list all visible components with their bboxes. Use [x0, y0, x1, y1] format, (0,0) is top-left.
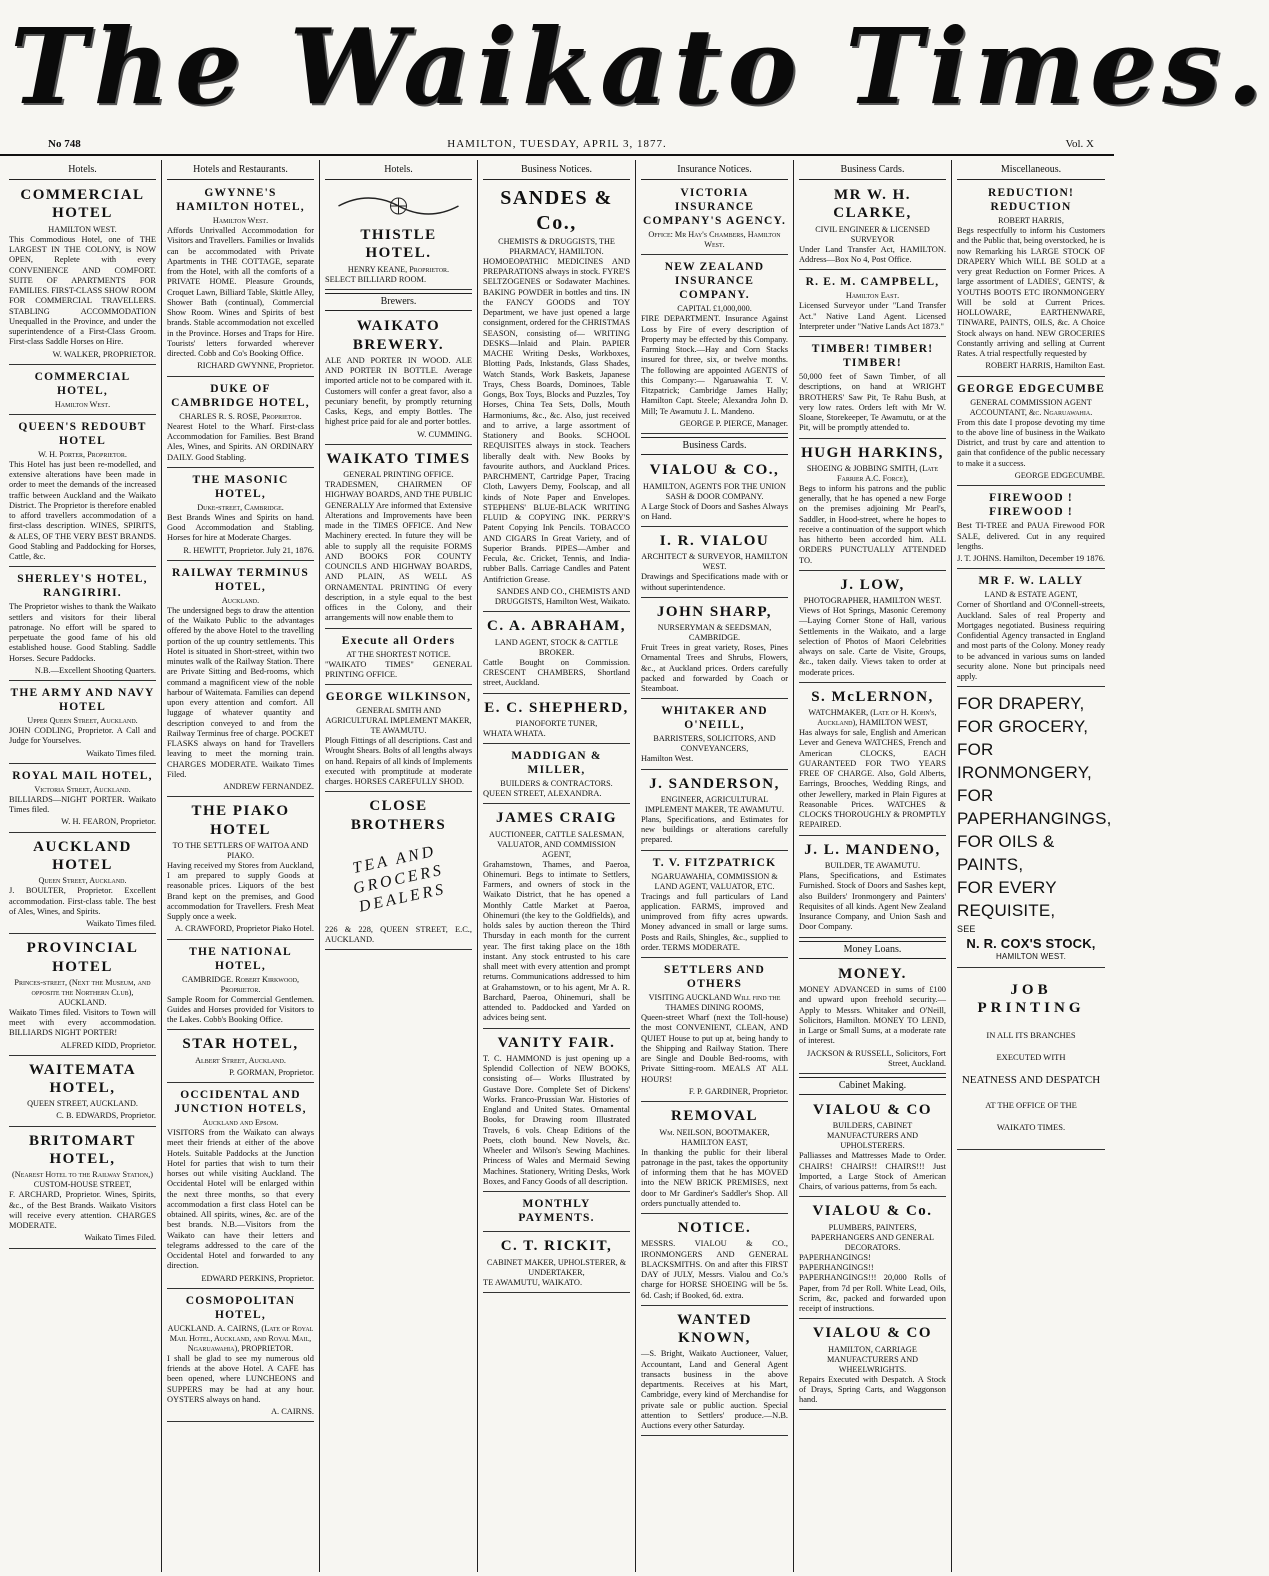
advertisement [799, 685, 946, 836]
ad-signature: F. P. GARDINER, Proprietor. [688, 1086, 788, 1096]
ad-name: FIREWOOD ! FIREWOOD ! [989, 492, 1073, 519]
dateline [0, 134, 1114, 156]
ad-name: ROYAL MAIL HOTEL, [12, 769, 153, 782]
advertisement [799, 838, 946, 938]
ad-body: Nearest Hotel to the Wharf. First-class Accommodation for Families. Best Brand Ales, Wines, and Spirits. AN ORDINARY DAILY. Good Stabling. [167, 421, 314, 462]
ad-subtitle: HAMILTON, AGENTS FOR THE UNION SASH & DOOR COMPANY. [643, 481, 786, 501]
ad-subtitle: CIVIL ENGINEER & LICENSED SURVEYOR [815, 224, 930, 244]
ad-signature: ROBERT HARRIS, Hamilton East. [985, 361, 1105, 371]
issue-date: HAMILTON, TUESDAY, APRIL 3, 1877. [447, 138, 667, 150]
ad-body: Best TI-TREE and PAUA Firewood FOR SALE, delivered. Cut in any required lengths. [957, 521, 1105, 551]
ad-body: BILLIARDS—NIGHT PORTER. Waikato Times filed. [9, 794, 156, 815]
advertisement [641, 1308, 788, 1437]
ad-name: SETTLERS AND OTHERS [663, 964, 765, 991]
drapery-line: FOR EVERY REQUISITE, [957, 877, 1057, 920]
ad-subtitle: PIANOFORTE TUNER, [515, 718, 598, 728]
ad-body: This Commodious Hotel, one of THE LARGEST IN THE COLONY, is NOW OPEN, Replete with every CONVENIENCE AND COMFORT. SUITE OF APARTMENTS FOR FAMILIES. FIRST-CLASS SHOW ROOM FOR COMMERCIAL TRAVELLERS. STABLING ACCOMMODATION Unequalled in the Province, and under the superintendence of a First-Class Groom. First-class Saddle Horses on Hire. [9, 234, 156, 347]
advertisement [799, 1321, 946, 1410]
ad-subtitle: HENRY KEANE, Proprietor. [347, 264, 450, 274]
advertisement [325, 631, 472, 686]
advertisement [167, 563, 314, 798]
ad-body: QUEEN STREET, ALEXANDRA. [483, 789, 602, 799]
ad-subtitle: VISITING AUCKLAND Will find the THAMES DINING ROOMS, [648, 993, 781, 1013]
advertisement [167, 799, 314, 939]
column-heading: Insurance Notices. [641, 162, 788, 180]
advertisement [957, 183, 1105, 377]
ad-name: S. McLERNON, [811, 688, 934, 705]
ad-subtitle: GENERAL PRINTING OFFICE. [343, 470, 454, 480]
ad-body: J. BOULTER, Proprietor. Excellent accommodation. First-class table. The best of Ales, Wines, and Spirits. [9, 886, 156, 916]
ad-body: FIRE DEPARTMENT. Insurance Against Loss by Fire of every description of Property may be effected by this Company. Farming Stock.—Hay and Corn Stacks insured for three, six, or twelve months. The following are appointed AGENTS of this Company:— Ngaruawahia T. V. Fitzpatrick; Cambridge James Hally; Hamilton Capt. Steele; Alexandra John D. Mill; Te Awamutu J. L. Mandeno. [641, 314, 788, 416]
ad-subtitle: CHARLES R. S. ROSE, Proprietor. [179, 411, 302, 421]
ad-subtitle: Hamilton West. [54, 399, 111, 409]
advertisement [641, 1104, 788, 1214]
advertisement [167, 1085, 314, 1289]
column-hotels-restaurants [162, 160, 320, 1572]
ad-signature: R. HEWITT, Proprietor. July 21, 1876. [183, 545, 314, 555]
ad-subtitle: Wm. NEILSON, BOOTMAKER, HAMILTON EAST, [659, 1127, 770, 1147]
ad-subtitle: W. H. Porter, Proprietor. [38, 449, 127, 459]
cox-see: SEE [957, 923, 976, 934]
job-printing-line: AT THE OFFICE OF THE [985, 1099, 1077, 1110]
ad-name: E. C. SHEPHERD, [484, 699, 629, 716]
ad-signature: W. CUMMING. [417, 429, 472, 439]
advertisement [957, 379, 1105, 487]
ad-name: MR F. W. LALLY [978, 575, 1084, 588]
ad-subtitle: SHOEING & JOBBING SMITH, (Late Farrier A.C. Force), [806, 463, 939, 483]
ad-name: CLOSE BROTHERS [350, 798, 447, 833]
advertisement [483, 696, 630, 745]
column-heading: Hotels. [325, 162, 472, 180]
ad-name: DUKE OF CAMBRIDGE HOTEL, [171, 382, 310, 409]
job-printing-line: WAIKATO TIMES. [996, 1122, 1066, 1133]
advertisement [483, 1031, 630, 1193]
advertisement [641, 529, 788, 598]
column-heading: Hotels and Restaurants. [167, 162, 314, 180]
advertisement [167, 183, 314, 377]
ad-signature: Waikato Times Filed. [84, 1233, 156, 1243]
advertisement [641, 1216, 788, 1306]
ad-name: SHERLEY'S HOTEL, RANGIRIRI. [17, 573, 148, 600]
ad-signature: Waikato Times filed. [86, 748, 156, 758]
advertisement [9, 183, 156, 365]
ad-body: Cattle Bought on Commission. CRESCENT CHAMBERS, Shortland street, Auckland. [483, 657, 630, 688]
ad-name: WHITAKER AND O'NEILL, [661, 705, 768, 732]
ad-body: VISITORS from the Waikato can always meet their friends at either of the above Hotels. Suitable Paddocks at the Junction Hotel for parties that wish to turn their horses out while visiting Auckland. The Occidental Hotel will be enlarged within the next three months, so that every accommodation a first class Hotel can be obtained. All spirits, wines, &c. are of the best brands. N.B.—Visitors from the Waikato can have their letters and telegrams addressed to the care of the Occidental Hotel and forwarded to any direction. [167, 1128, 314, 1271]
ad-subtitle: Princes-street, (Next the Museum, and opposite the Northern Club), AUCKLAND. [14, 977, 151, 1007]
cox-stock: N. R. COX'S STOCK, [966, 935, 1096, 951]
ad-body: WHATA WHATA. [483, 728, 546, 738]
ad-body: F. ARCHARD, Proprietor. Wines, Spirits, &c., of the Best Brands. Waikato Visitors will receive every attention. CHARGES MODERATE. [9, 1190, 156, 1231]
columns [4, 160, 1110, 1572]
ad-name: REMOVAL [671, 1108, 758, 1125]
ad-body: Plans, Specifications, and Estimates Furnished. Stock of Doors and Sashes kept, also Builders' Ironmongery and Painters' Requisites of all kinds. Agent New Zealand Insurance Company, and Union Sash and Door Company. [799, 871, 946, 932]
advertisement [799, 1098, 946, 1197]
advertisement [483, 1194, 630, 1232]
ad-body: Plans, Specifications, and Estimates for new buildings or alterations carefully prepared. [641, 814, 788, 845]
ad-signature: W. WALKER, PROPRIETOR. [52, 349, 156, 359]
masthead [0, 0, 1269, 130]
ad-signature: W. H. FEARON, Proprietor. [61, 817, 156, 827]
advertisement [483, 806, 630, 1028]
ad-name: C. T. RICKIT, [500, 1238, 613, 1255]
ad-name: OCCIDENTAL AND JUNCTION HOTELS, [174, 1088, 307, 1115]
ad-subtitle: ENGINEER, AGRICULTURAL IMPLEMENT MAKER, TE AWAMUTU. [645, 794, 784, 814]
ad-name: JAMES CRAIG [495, 810, 618, 827]
advertisement [167, 379, 314, 468]
ad-subtitle: Albert Street, Auckland. [195, 1055, 286, 1065]
ad-body: Begs to inform his patrons and the public generally, that he has opened a new Forge on the premises adjoining Mr Pearl's, Saddler, in Hood-street, where he hopes to receive a continuation of the support which has hitherto been accorded him. ALL ORDERS PUNCTUALLY ATTENDED TO. [799, 483, 946, 565]
advertisement [799, 339, 946, 439]
ad-name: THE PIAKO HOTEL [191, 803, 290, 838]
ad-body: Grahamstown, Thames, and Paeroa, Ohinemuri. Begs to intimate to Settlers, Farmers, and owners of stock in the Waikato District, that he has opened a Monthly Cattle Market at Paeroa, Ohinemuri (the key to the Goldfields), and holds sales by auction thereon the Third Thursday in each month for the current year. The first taking place on the 18th instant. Any stock entrusted to his care shall meet with every attention and prompt returns. Communications addressed to him at Grahamstown, or to his agent, Mr A. R. Barchard, Paeroa, Ohinemuri, shall be attended to. Paddocked and Yarded on advices being sent. [483, 859, 630, 1023]
ad-body: Having received my Stores from Auckland, I am prepared to supply Goods at reasonable prices. Liquors of the best Brand kept on the premises, and Good accommodation for Travellers. Fresh Meat Supply once a week. [167, 860, 314, 922]
advertisement [167, 1291, 314, 1423]
ad-subtitle: GENERAL SMITH AND AGRICULTURAL IMPLEMENT MAKER, TE AWAMUTU. [325, 706, 472, 736]
advertisement [9, 569, 156, 681]
ad-subtitle: Victoria Street, Auckland. [34, 784, 131, 794]
ad-name: WAIKATO BREWERY. [352, 318, 445, 353]
ad-subtitle: PLUMBERS, PAINTERS, PAPERHANGERS AND GENERAL DECORATORS. [811, 1222, 934, 1252]
advertisement [799, 183, 946, 270]
ad-body: "WAIKATO TIMES" GENERAL PRINTING OFFICE. [325, 659, 472, 679]
column-business-cards [794, 160, 952, 1572]
ad-name: VIALOU & CO [812, 1102, 932, 1119]
ad-signature: C. B. EDWARDS, Proprietor. [56, 1111, 156, 1121]
ad-subtitle: CABINET MAKER, UPHOLSTERER, & UNDERTAKER, [486, 1257, 627, 1277]
ad-subtitle: ARCHITECT & SURVEYOR, HAMILTON WEST. [641, 552, 788, 572]
column-miscellaneous [952, 160, 1110, 1572]
advertisement [641, 772, 788, 851]
advertisement [9, 936, 156, 1056]
ad-subtitle: GENERAL COMMISSION AGENT ACCOUNTANT, &c. Ngaruawahia. [969, 397, 1093, 417]
advertisement [325, 447, 472, 629]
ad-name: THE ARMY AND NAVY HOTEL [10, 687, 155, 714]
advertisement [9, 683, 156, 764]
advertisement [483, 746, 630, 804]
ad-body: Fruit Trees in great variety, Roses, Pines Ornamental Trees and Shrubs, Flowers, &c., at Auckland prices. Orders carefully packed and forwarded by Coach or Steamboat. [641, 643, 788, 694]
ad-body: ALE AND PORTER IN WOOD. ALE AND PORTER IN BOTTLE. Average imported article not to be compared with it. Customers will confer a great favor, also a pecuniary benefit, by promptly returning Casks, Kegs, and empty Bottles. The highest price paid for ale and porter bottles. [325, 355, 472, 427]
ad-body: 50,000 feet of Sawn Timber, of all descriptions, on hand at WRIGHT BROTHERS' Saw Pit, Te Rahu Bush, at very low rates. Orders left with Mr W. Sloane, Storekeeper, Te Awamutu, or at the Pit, will be promptly attended to. [799, 372, 946, 433]
job-printing-line: IN ALL ITS BRANCHES [986, 1029, 1076, 1040]
advertisement [167, 1032, 314, 1083]
ad-subtitle: NGARUAWAHIA, COMMISSION & LAND AGENT, VALUATOR, ETC. [651, 871, 778, 891]
advertisement [641, 600, 788, 700]
advertisement [799, 441, 946, 571]
section-heading: Business Cards. [641, 437, 788, 455]
ad-subtitle: LAND & ESTATE AGENT, [984, 590, 1078, 600]
ad-body: JOHN CODLING, Proprietor. A Call and Judge for Yourselves. [9, 726, 156, 746]
ad-subtitle: BUILDER, TE AWAMUTU. [824, 861, 921, 871]
column-heading: Business Notices. [483, 162, 630, 180]
column-heading: Business Cards. [799, 162, 946, 180]
ad-subtitle: Auckland and Epsom. [202, 1118, 279, 1128]
ad-name: JOHN SHARP, [656, 603, 773, 620]
ad-signature: N.B.—Excellent Shooting Quarters. [34, 665, 156, 675]
ad-signature: GEORGE P. PIERCE, Manager. [679, 418, 788, 428]
ad-subtitle: PHOTOGRAPHER, HAMILTON WEST. [803, 596, 942, 606]
ad-subtitle: AT THE SHORTEST NOTICE. [346, 649, 451, 659]
ad-body: Plough Fittings of all descriptions. Cast and Wrought Shears. Bolts of all lengths always on hand. Repairs of all kinds of Implements executed with promptitude at moderate charges. HORSES CAREFULLY SHOD. [325, 736, 473, 787]
ad-name: MONEY. [838, 965, 907, 982]
advertisement [799, 1199, 946, 1319]
column-hotels-brewers [320, 160, 478, 1572]
ad-subtitle: HAMILTON WEST. [48, 224, 117, 234]
advertisement [641, 701, 788, 769]
ad-subtitle: WATCHMAKER, (Late of H. Kohn's, Auckland), HAMILTON WEST, [808, 708, 937, 728]
ad-name: J. SANDERSON, [649, 775, 780, 792]
advertisement [9, 417, 156, 568]
ad-signature: EDWARD PERKINS, Proprietor. [201, 1273, 314, 1283]
ad-subtitle: Duke-street, Cambridge. [197, 502, 284, 512]
ad-body: A Large Stock of Doors and Sashes Always on Hand. [641, 501, 788, 521]
ad-body: I shall be glad to see my numerous old friends at the above Hotel. A CAFE has been opened, where LUNCHEONS and SUPPERS may be had at any hour. OYSTERS always on hand. [167, 1353, 314, 1404]
ad-body: The undersigned begs to draw the attention of the Waikato Public to the advantages offered by the above Hotel to the travelling portion of the up country settlements. This Hotel is situated in Short-street, within two minutes walk of the Railway Station. There are Private Sitting and Bed-rooms, which command a magnificent view of the noble harbour of Waitemata. Families can depend upon every attention and comfort. All luggage of whatever quantity and description conveyed to and from the Railway Terminus free of charge. POCKET FLASKS always on hand for Travellers leaving to meet the morning train. CHARGES MODERATE. Waikato Times Filed. [167, 605, 314, 779]
drapery-line: FOR GROCERY, [957, 717, 1089, 737]
ad-body: Begs respectfully to inform his Customers and the Public that, being overstocked, he is now Remarking his LARGE STOCK OF DRAPERY Which WILL BE SOLD at a very great Reduction on Former Prices. A large assortment of LADIES', GENTS', & YOUTHS BOOTS ETC IRONMONGERY Will be sold at Current Prices. HOLLOWARE, EARTHENWARE, TINWARE, PAINTS, OILS, &c. A Choice Stock always on hand. NEW GROCERIES Constantly arriving and selling at Current Rates. A trial respectfully requested by [957, 226, 1105, 359]
ad-subtitle: CHEMISTS & DRUGGISTS, THE PHARMACY, HAMILTON. [498, 236, 615, 256]
ad-body: Affords Unrivalled Accommodation for Visitors and Travellers. Families or Invalids can be accommodated with Private Apartments in THE COTTAGE, separate from the Hotel, with all the comforts of a PRIVATE HOME. Pleasure Grounds, Croquet Lawn, Billiard Table, Skittle Alley, Shower Bath (continual), Commercial Show Room. Wines and Spirits of best brands. Stable accommodation not excelled in the Province. Horses and Traps for Hire. Tourists' letters forwarded wherever directed. Cobb and Co's Booking Office. [167, 226, 314, 359]
ad-body: This Hotel has just been re-modelled, and extensive alterations have been made in order to meet the demands of the increased traffic between Auckland and the Waikato District. The Proprietor is therefore enabled to afford travellers accommodation of a first-class description. WINES, SPIRITS, & ALES, OF THE VERY BEST BRANDS. Good Stabling and Paddocking for Horses, Cattle, &c. [9, 459, 156, 562]
ad-subtitle: BUILDERS & CONTRACTORS. [500, 779, 613, 789]
column-business-notices [478, 160, 636, 1572]
ad-subtitle: TEA AND GROCERS DEALERS [351, 842, 448, 916]
ad-subtitle: ROBERT HARRIS, [998, 216, 1064, 226]
advertisement [957, 571, 1105, 687]
section-heading: Brewers. [325, 293, 472, 311]
ad-subtitle: AUCKLAND. A. CAIRNS, (Late of Royal Mail Hotel, Auckland, and Royal Mail, Ngaruawahia), PROPRIETOR. [167, 1323, 314, 1353]
advertisement [957, 488, 1105, 569]
ad-body: T. C. HAMMOND is just opening up a Splendid Collection of NEW BOOKS, consisting of— Works Illustrated by Gustave Dore. Complete Set of Dickens' Works. Franco-Prussian War. Histories of England and United States. Ornamental Books, for Drawing room Illustrated Travels, 6 vols. Cheap Editions of the Poets, cloth bound. New Novels, &c. Wheeler and Wilson's Sewing Machines. Princess of Wales and Mermaid Sewing Machines. Stationery, Writing Desks, Work Boxes, and Fancy Goods of all description. [483, 1053, 630, 1186]
ad-signature: ANDREW FERNANDEZ. [223, 782, 314, 792]
advertisement [641, 853, 788, 959]
ad-name: NEW ZEALAND INSURANCE COMPANY. [664, 261, 765, 302]
ad-subtitle: TO THE SETTLERS OF WAITOA AND PIAKO. [172, 840, 309, 860]
ad-body: Repairs Executed with Despatch. A Stock of Drays, Spring Carts, and Waggonson hand. [799, 1374, 946, 1405]
ad-name: GWYNNE'S HAMILTON HOTEL, [176, 187, 305, 214]
ad-signature: Waikato Times filed. [86, 919, 156, 929]
ad-subtitle: Hamilton West. [212, 216, 269, 226]
advertisement [9, 835, 156, 935]
ad-name: C. A. ABRAHAM, [487, 618, 626, 635]
advertisement [483, 614, 630, 693]
ad-subtitle: CAPITAL £1,000,000. [677, 304, 752, 314]
column-insurance-notices [636, 160, 794, 1572]
ad-signature: J. T. JOHNS. Hamilton, December 19 1876. [957, 554, 1105, 564]
advertisement [9, 1129, 156, 1249]
ad-name: TIMBER! TIMBER! TIMBER! [811, 343, 934, 370]
ad-subtitle: NURSERYMAN & SEEDSMAN, CAMBRIDGE. [657, 623, 772, 643]
ad-name: NOTICE. [677, 1220, 752, 1237]
ad-body: —S. Bright, Waikato Auctioneer, Valuer, Accountant, Land and General Agent transacts business in the above departments. Receives at his Mart, Cambridge, every kind of Merchandise for private sale or public auction. Special attention to Settlers' produce.—N.B. Auctions every other Saturday. [641, 1349, 788, 1431]
ad-name: PROVINCIAL HOTEL [26, 940, 139, 975]
ad-signature: A. CAIRNS. [270, 1407, 314, 1417]
ad-name: VIALOU & Co. [812, 1203, 933, 1220]
advertisement [641, 458, 788, 527]
ad-name: WANTED KNOWN, [677, 1311, 752, 1347]
ad-name: SANDES & Co., [500, 187, 613, 234]
ad-subtitle: QUEEN STREET, AUCKLAND. [27, 1099, 138, 1109]
ad-body: TRADESMEN, CHAIRMEN OF HIGHWAY BOARDS, AND THE PUBLIC GENERALLY Are informed that Extensive Alterations and Improvements have been made in the TIMES OFFICE. And New Machinery erected. In future they will be able to supply all the requisite FORMS AND BOOKS FOR COUNTY COUNCILS AND HIGHWAY BOARDS, AND PLAIN, AS WELL AS ORNAMENTAL PRINTING Of every description, in a style equal to the best offices in the Colony, and their arrangements will now enable them to [325, 480, 472, 623]
ad-body: Waikato Times filed. Visitors to Town will meet with every accommodation. BILLIARDS NIGHT PORTER! [9, 1007, 156, 1038]
ad-subtitle: Queen Street, Auckland. [38, 876, 127, 886]
ad-subtitle: Office: Mr Hay's Chambers, Hamilton West. [648, 230, 781, 250]
ad-name: COSMOPOLITAN HOTEL, [185, 1294, 296, 1321]
ad-body: Has always for sale, English and American Lever and Geneva WATCHES, French and American CLOCKS, EACH GUARANTEED FOR TWO YEARS FREE OF CHARGE. Also, Gold Alberts, Earrings, Brooches, Wedding Rings, and other Jewellery, marked in Plain Figures at Reasonable Prices. WATCHES & CLOCKS THOROUGHLY & PROMPTLY REPAIRED. [799, 728, 946, 830]
ad-subtitle: LAND AGENT, STOCK & CATTLE BROKER. [494, 637, 619, 657]
ad-name: THE NATIONAL HOTEL, [189, 945, 292, 972]
ad-body: Corner of Shortland and O'Connell-streets, Auckland. Sales of real Property and Mortgages negotiated. Business requiring Confidential Agency transacted in England and most parts of the Colony. Money ready to be advanced in various sums on landed security alone. None but principals need apply. [957, 600, 1105, 682]
advertisement [167, 942, 314, 1031]
job-printing-line: EXECUTED WITH [996, 1052, 1066, 1063]
job-printing-advertisement [957, 970, 1105, 1149]
volume-number: Vol. X [1065, 138, 1094, 150]
ad-name: STAR HOTEL, [182, 1036, 299, 1053]
ad-subtitle: Upper Queen Street, Auckland. [27, 716, 138, 726]
ad-name: VIALOU & CO [812, 1325, 932, 1342]
ad-name: COMMERCIAL HOTEL, [34, 370, 131, 397]
advertisement [325, 183, 472, 290]
ad-name: VANITY FAIR. [497, 1034, 616, 1051]
ad-body: Under Land Transfer Act, HAMILTON. Address—Box No 4, Post Office. [799, 244, 946, 265]
column-heading: Miscellaneous. [957, 162, 1105, 180]
advertisement [167, 470, 314, 561]
advertisement [641, 257, 788, 434]
section-heading: Money Loans. [799, 941, 946, 959]
ad-body: Best Brands Wines and Spirits on hand. Good Accommodation and Stabling. Horses for hire at Moderate Charges. [167, 512, 314, 543]
ad-subtitle: BUILDERS, CABINET MANUFACTURERS AND UPHOLSTERERS. [826, 1121, 919, 1151]
job-printing-title: JOB PRINTING [977, 982, 1085, 1017]
column-heading: Hotels. [9, 162, 156, 180]
ad-name: R. E. M. CAMPBELL, [805, 276, 940, 289]
advertisement [483, 1234, 630, 1293]
advertisement [325, 314, 472, 445]
ad-name: BRITOMART HOTEL, [29, 1132, 136, 1167]
advertisement [641, 960, 788, 1102]
ad-body: In thanking the public for their liberal patronage in the past, takes the opportunity of informing them that he has MOVED into the NEW BRICK PREMISES, next door to Mr Gardiner's Saddler's Shop. All orders punctually attended to. [641, 1147, 788, 1208]
advertisement [9, 766, 156, 833]
ad-body: PAPERHANGINGS! PAPERHANGINGS!! PAPERHANGINGS!!! 20,000 Rolls of Paper, from 7d per Roll. White Lead, Oils, Scrim, &c, packed and forwarded upon receipt of instructions. [799, 1252, 946, 1314]
ad-signature: SANDES AND CO., CHEMISTS AND DRUGGISTS, Hamilton West, Waikato. [494, 586, 630, 607]
ad-body: From this date I propose devoting my time to the above line of business in the Waikato District, and trust by care and attention to gain that confidence of the public necessary to make it a success. [957, 417, 1105, 468]
ad-subtitle: BARRISTERS, SOLICITORS, AND CONVEYANCERS, [653, 734, 776, 754]
ad-name: I. R. VIALOU [659, 533, 770, 550]
advertisement [325, 794, 472, 950]
advertisement [9, 1058, 156, 1127]
ad-name: MR W. H. CLARKE, [833, 187, 912, 222]
ad-name: MADDIGAN & MILLER, [511, 750, 602, 777]
ad-subtitle: CAMBRIDGE. Robert Kirkwood, Proprietor. [182, 974, 299, 994]
ad-signature: GEORGE EDGECUMBE. [1014, 470, 1105, 480]
ad-subtitle: Hamilton East. [845, 291, 900, 301]
ad-name: THISTLE HOTEL. [360, 227, 437, 262]
ad-name: T. V. FITZPATRICK [652, 856, 777, 869]
ad-body: Sample Room for Commercial Gentlemen. Guides and Horses provided for Visitors to the Lakes. Cobb's Booking Office. [167, 994, 314, 1025]
ad-name: MONTHLY PAYMENTS. [518, 1198, 595, 1225]
drapery-line: FOR OILS & PAINTS, [957, 831, 1055, 874]
advertisement [325, 687, 472, 792]
section-heading: Cabinet Making. [799, 1077, 946, 1095]
ad-signature: P. GORMAN, Proprietor. [229, 1067, 314, 1077]
job-printing-line: NEATNESS AND DESPATCH [961, 1074, 1101, 1087]
ad-signature: A. CRAWFORD, Proprietor Piako Hotel. [174, 924, 314, 934]
advertisement [641, 183, 788, 255]
ad-body: Views of Hot Springs, Masonic Ceremony—Laying Corner Stone of Hall, various Settlements in the Waikato, and a large selection of Photos of Maori Celebrities always on sale. Carte de Visite, Groups, &c., taken daily. Views taken to order at moderate prices. [799, 606, 946, 677]
ad-subtitle: Auckland. [221, 595, 260, 605]
ad-subtitle: (Nearest Hotel to the Railway Station,) CUSTOM-HOUSE STREET, [12, 1170, 153, 1190]
ad-name: GEORGE EDGECUMBE [957, 382, 1105, 395]
ad-name: Execute all Orders [341, 634, 456, 647]
thistle-emblem-icon [325, 188, 472, 224]
ad-body: The Proprietor wishes to thank the Waikato settlers and visitors for their liberal patronage. No effort will be spared to perpetuate the good fame of his old established house. Good Stabling. Saddle Horses. Secure Paddocks. [9, 602, 156, 663]
ad-subtitle: HAMILTON, CARRIAGE MANUFACTURERS AND WHEELWRIGHTS. [826, 1344, 919, 1374]
ad-name: J. L. MANDENO, [804, 841, 941, 858]
ad-body: MONEY ADVANCED in sums of £100 and upward upon freehold security.—Apply to Messrs. Whitaker and O'Neill, Solicitors, Hamilton. MONEY TO LEND, in Large or Small Sums, at a moderate rate of interest. [799, 985, 946, 1046]
drapery-advertisement [957, 689, 1112, 968]
advertisement [483, 183, 630, 612]
ad-signature: JACKSON & RUSSELL, Solicitors, Fort Street, Auckland. [806, 1048, 946, 1068]
ad-body: Licensed Surveyor under "Land Transfer Act." Native Land Agent. Licensed Interpreter under "Native Lands Act 1873." [799, 301, 946, 331]
ad-name: RAILWAY TERMINUS HOTEL, [172, 566, 309, 593]
ad-name: VIALOU & CO., [649, 462, 780, 479]
ad-name: VICTORIA INSURANCE COMPANY'S AGENCY. [642, 187, 787, 228]
ad-name: QUEEN'S REDOUBT HOTEL [18, 420, 147, 447]
issue-number: No 748 [48, 138, 81, 150]
ad-body: 226 & 228, QUEEN STREET, E.C., AUCKLAND. [325, 924, 472, 944]
ad-body: Hamilton West. [641, 754, 694, 764]
ad-name: HUGH HARKINS, [801, 444, 944, 461]
ad-name: THE MASONIC HOTEL, [192, 473, 289, 500]
advertisement [799, 272, 946, 337]
advertisement [9, 367, 156, 415]
ad-body: TE AWAMUTU, WAIKATO. [483, 1277, 583, 1287]
ad-name: WAITEMATA HOTEL, [28, 1061, 137, 1097]
ad-body: MESSRS. VIALOU & CO., IRONMONGERS AND GENERAL BLACKSMITHS. On and after this FIRST DAY of JULY, Messrs. Vialou and Co.'s charge for HORSE SHOEING will be 5s. 6d. Cash; if Booked, 6d. extra. [641, 1239, 788, 1300]
ad-signature: RICHARD GWYNNE, Proprietor. [197, 361, 314, 371]
ad-body: SELECT BILLIARD ROOM. [325, 274, 427, 284]
drapery-line: FOR PAPERHANGINGS, [957, 786, 1112, 828]
ad-body: Drawings and Specifications made with or without superintendence. [641, 572, 788, 592]
ad-body: HOMOEOPATHIC MEDICINES AND PREPARATIONS always in stock. FYRE'S SELTZOGENES or Sodawater Machines. BAKING POWDER in bottles and tins. IN the FANCY GOODS and TOY Department, we have just opened a large consignment, ordered for the CHRISTMAS SEASON, consisting of— WRITING DESKS—Inlaid and Plain. PAPIER MACHE Writing Desks, Workboxes, Blotting Pads, Inkstands, Glass Shades, Watch Stands, Work Baskets, Japanese Trays, Chess Boards, Dominoes, Table Gongs, Box Toys, Blocks and Puzzles, Toy Horses, China Tea Sets, Dolls, Mouth Harmoniums, &c., &c. Also, just received and to arrive, a large assortment of Stationery and Books. SCHOOL REQUISITES always in stock. Teachers liberally dealt with. New Books by favourite authors, and Auckland Prices. PARCHMENT, Cartridge Paper, Tracing Cloth, Lawyers Demy, Foolscap, and all kinds of Note Paper and Envelopes. STEPHENS' BLUE-BLACK WRITING FLUID & COPYING INK. PERRY'S Patent Copying Ink Pencils. TOBACCO AND CIGARS In Great Variety, and of Superior Brands. PIPES—Amber and Fecula, &c. Cricket, Tennis, and India-rubber Balls. Carriage Candles and Patent Antifriction Grease. [483, 256, 630, 584]
ad-name: AUCKLAND HOTEL [33, 838, 132, 873]
ad-name: GEORGE WILKINSON, [325, 691, 472, 704]
advertisement [799, 962, 946, 1074]
ad-subtitle: AUCTIONEER, CATTLE SALESMAN, VALUATOR, AND COMMISSION AGENT, [488, 829, 625, 859]
cox-place: HAMILTON WEST. [995, 952, 1067, 962]
advertisement [799, 573, 946, 683]
ad-body: Palliasses and Mattresses Made to Order. CHAIRS! CHAIRS!! CHAIRS!!! Just Imported, a Large Stock of American Chairs, of various patterns, from 5s each. [799, 1151, 946, 1192]
drapery-line: FOR DRAPERY, [957, 694, 1085, 714]
ad-body: Tracings and full particulars of Land application. FARMS, improved and unimproved from fifty acres upwards. Money advanced in small or large sums. Posts and Rails, Shingles, &c., supplied to order. TERMS MODERATE. [641, 891, 788, 952]
ad-name: J. LOW, [840, 576, 905, 593]
newspaper-title: The Waikato Times. [10, 5, 1269, 128]
ad-body: Queen-street Wharf (next the Toll-house) the most CONVENIENT, CLEAN, AND QUIET House to put up at, being handy to the Shipping and Railway Station. There are Single and Double Bed-rooms, with Private Sitting-room. MEALS AT ALL HOURS! [641, 1013, 788, 1084]
ad-signature: ALFRED KIDD, Proprietor. [60, 1040, 156, 1050]
ad-name: REDUCTION! REDUCTION [987, 187, 1075, 214]
drapery-line: FOR IRONMONGERY, [957, 740, 1092, 783]
ad-name: WAIKATO TIMES [326, 450, 471, 467]
column-hotels [4, 160, 162, 1572]
ad-name: COMMERCIAL HOTEL [20, 187, 145, 222]
